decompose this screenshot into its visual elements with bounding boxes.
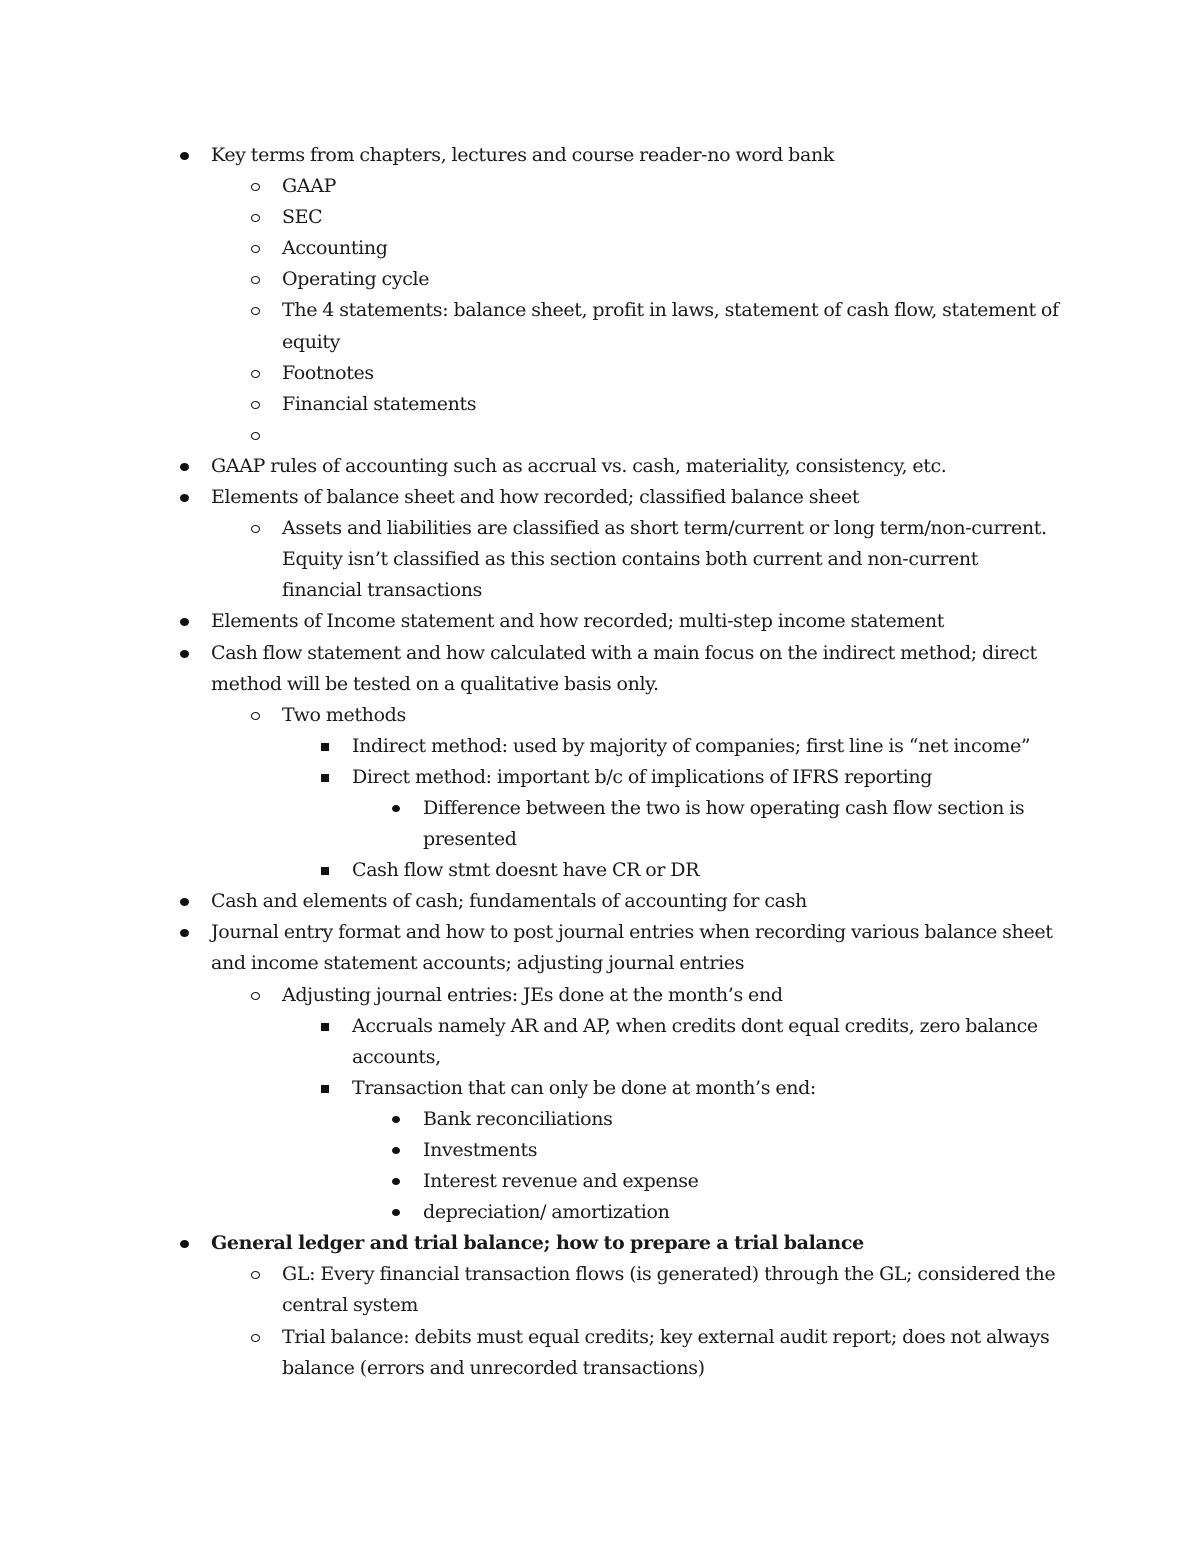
list-item [0, 482, 1061, 513]
list-item-text: Indirect method: used by majority of companies; first line is “net income” [352, 734, 1031, 757]
list-item [0, 202, 1062, 233]
document-page [0, 140, 1200, 1384]
circle-bullet-icon [251, 513, 265, 544]
list-item [0, 793, 1053, 855]
circle-bullet-icon [251, 389, 265, 420]
circle-bullet-icon [251, 358, 265, 389]
list-item [0, 140, 1061, 171]
list-item-text: Key terms from chapters, lectures and course reader-no word bank [211, 144, 834, 166]
disc-bullet-icon [180, 886, 194, 917]
disc-bullet-icon [392, 793, 406, 824]
list-item [0, 980, 1062, 1011]
list-item-text: Bank reconciliations [423, 1107, 613, 1130]
list-item-text: Elements of balance sheet and how recorded; classified balance sheet [211, 486, 860, 509]
disc-bullet-icon [180, 482, 194, 513]
list-item [0, 700, 1062, 731]
list-item-text: Direct method: important b/c of implications of IFRS reporting [352, 765, 933, 788]
disc-bullet-icon [180, 451, 194, 482]
circle-bullet-icon [251, 202, 265, 233]
list-item-text: Cash and elements of cash; fundamentals of accounting for cash [211, 890, 807, 913]
list-item [0, 1322, 1062, 1384]
disc-bullet-icon [392, 1166, 406, 1197]
list-item [0, 886, 1061, 917]
circle-bullet-icon [251, 420, 265, 451]
list-item [0, 1197, 1053, 1228]
circle-bullet-icon [251, 980, 265, 1011]
list-item [0, 1166, 1053, 1197]
list-item-text: GL: Every financial transaction flows (is generated) through the GL; considered the central system [282, 1263, 1056, 1317]
list-item-text: SEC [282, 206, 323, 229]
list-item-text: Journal entry format and how to post journal entries when recording various balance sheet and income statement accounts; adjusting journal entries [211, 921, 1053, 975]
square-bullet-icon [321, 1011, 335, 1042]
list-item [0, 233, 1062, 264]
list-item-text: GAAP rules of accounting such as accrual vs. cash, materiality, consistency, etc. [211, 454, 947, 477]
list-item [0, 606, 1061, 637]
square-bullet-icon [321, 731, 335, 762]
list-item [0, 295, 1062, 357]
list-item-text: Elements of Income statement and how recorded; multi-step income statement [211, 610, 945, 633]
list-item-text: Accruals namely AR and AP, when credits dont equal credits, zero balance accounts, [352, 1014, 1038, 1068]
list-item [0, 264, 1062, 295]
list-item [0, 1073, 1067, 1104]
list-item-text: Investments [423, 1139, 538, 1161]
list-item [0, 1104, 1053, 1135]
circle-bullet-icon [251, 1322, 265, 1353]
list-item [0, 420, 1062, 451]
list-item [0, 389, 1062, 420]
list-item [0, 638, 1061, 700]
list-item [0, 513, 1062, 606]
list-item [0, 917, 1061, 979]
circle-bullet-icon [251, 264, 265, 295]
list-item-text: GAAP [282, 175, 337, 198]
square-bullet-icon [321, 762, 335, 793]
disc-bullet-icon [180, 140, 194, 171]
list-item [0, 762, 1067, 793]
list-item [0, 855, 1067, 886]
list-item [0, 451, 1061, 482]
circle-bullet-icon [251, 233, 265, 264]
disc-bullet-icon [392, 1197, 406, 1228]
list-item-text: Cash flow statement and how calculated with a main focus on the indirect method; direct method will be tested on a qualitative basis only. [211, 641, 1037, 695]
list-item-text: The 4 statements: balance sheet, profit in laws, statement of cash flow, statement of equity [282, 299, 1059, 353]
list-item-text: Footnotes [282, 361, 374, 384]
list-item-text: Assets and liabilities are classified as short term/current or long term/non-current. Equity isn’t classified as this section contains both current and non-current financial transactions [282, 517, 1047, 602]
list-item-text: Financial statements [282, 392, 477, 415]
circle-bullet-icon [251, 1259, 265, 1290]
disc-bullet-icon [180, 917, 194, 948]
list-item-text: Cash flow stmt doesnt have CR or DR [352, 859, 700, 882]
list-item-text: depreciation/ amortization [423, 1201, 670, 1224]
disc-bullet-icon [392, 1104, 406, 1135]
circle-bullet-icon [251, 295, 265, 326]
list-item-text: Interest revenue and expense [423, 1170, 699, 1193]
disc-bullet-icon [180, 1228, 194, 1259]
list-item [0, 1011, 1067, 1073]
list-item-text: Two methods [282, 703, 406, 726]
list-item [0, 171, 1062, 202]
list-item [0, 1228, 1061, 1259]
disc-bullet-icon [392, 1135, 406, 1166]
list-item-text: Trial balance: debits must equal credits; key external audit report; does not always balance (errors and unrecorded transactions) [282, 1325, 1050, 1379]
list-item-text: Operating cycle [282, 268, 430, 291]
list-item-text: Difference between the two is how operating cash flow section is presented [423, 796, 1025, 851]
list-item [0, 1259, 1062, 1321]
list-item [0, 1135, 1053, 1166]
list-item-text: Transaction that can only be done at month’s end: [352, 1076, 816, 1099]
list-item-text: Adjusting journal entries: JEs done at the month’s end [282, 983, 783, 1006]
list-item [0, 358, 1062, 389]
disc-bullet-icon [180, 606, 194, 637]
list-item-text: Accounting [282, 237, 388, 260]
circle-bullet-icon [251, 700, 265, 731]
square-bullet-icon [321, 1073, 335, 1104]
square-bullet-icon [321, 855, 335, 886]
disc-bullet-icon [180, 638, 194, 669]
list-item-text: General ledger and trial balance; how to prepare a trial balance [211, 1232, 864, 1255]
circle-bullet-icon [251, 171, 265, 202]
list-item [0, 731, 1067, 762]
